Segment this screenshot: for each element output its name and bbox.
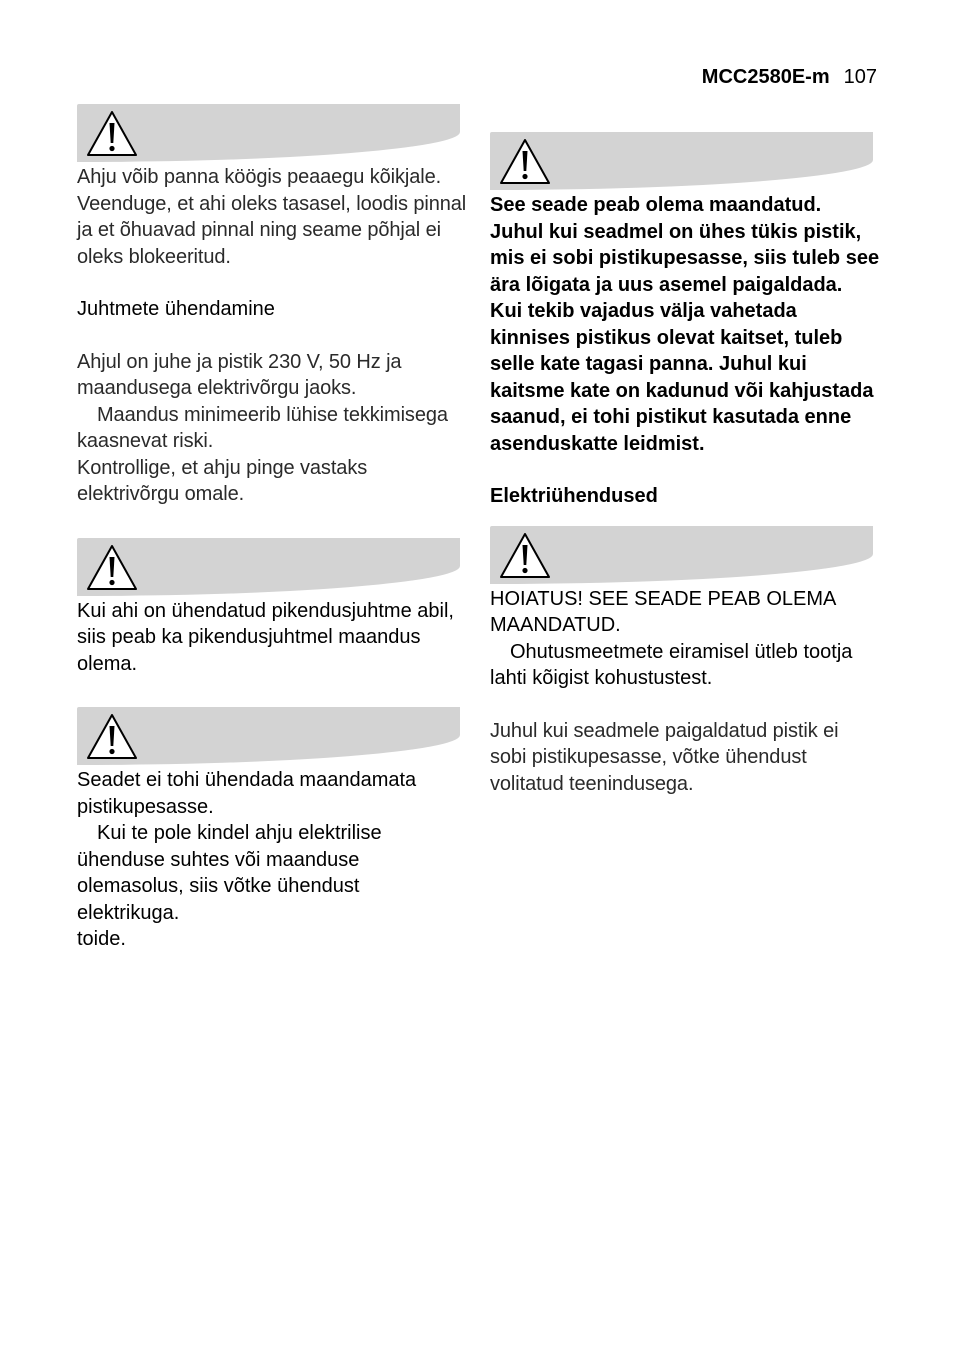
electrician-advice: Kui te pole kindel ahju elektrilise ühenduse suhtes või maanduse olemasolus, siis võtke ühendust elektrikuga. [77,822,382,924]
liability-text: Ohutusmeetmete eiramisel ütleb tootja lahti kõigist kohustustest. [490,640,853,689]
voltage-check-text: Kontrollige, et ahju pinge vastaks elektrivõrgu omale. [77,456,368,505]
model-number: MCC2580E-m [701,66,830,88]
right-column [490,132,880,797]
warning-banner [77,104,460,162]
warning-triangle-icon [85,108,139,160]
warning-triangle-icon [498,530,552,582]
warning-banner [77,538,460,596]
grounding-text: Maandus minimeerib lühise tekkimisega kaasnevat riski. [77,403,448,452]
caution-text: HOIATUS! SEE SEADE PEAB OLEMA MAANDATUD. [490,587,836,636]
service-text: Juhul kui seadmele paigaldatud pistik ei sobi pistikupesasse, võtke ühendust volitatud teenindusega. [490,719,839,795]
warning-banner [490,132,873,190]
grounding-warning: See seade peab olema maandatud. Juhul kui seadmel on ühes tükis pistik, mis ei sobi pistikupesasse, siis tuleb see ära lõigata ja uus asemel paigaldada. Kui tekib vajadus välja vahetada kinnises pistikus olevat kaitset, tuleb selle kate tagasi panna. Juhul kui kaitsme kate on kadunud või kahjustada saanud, ei tohi pistikut kasutada enne asenduskatte leidmist. [490,194,880,455]
page-number: 107 [843,66,877,88]
warning-banner [77,707,460,765]
trailing-text: toide. [77,928,126,950]
ungrounded-outlet-warning: Seadet ei tohi ühendada maandamata pistikupesasse. [77,769,417,818]
warning-banner [490,526,873,584]
warning-triangle-icon [498,136,552,188]
warning-triangle-icon [85,542,139,594]
placement-text: Ahju võib panna köögis peaaegu kõikjale. Veenduge, et ahi oleks tasasel, loodis pinnal ja et õhuavad pinnal ning seame põhjal ei oleks blokeeritud. [77,166,467,268]
cable-text: Ahjul on juhe ja pistik 230 V, 50 Hz ja maandusega elektrivõrgu jaoks. [77,350,402,399]
section-heading: Elektriühendused [490,485,658,507]
extension-cord-warning: Kui ahi on ühendatud pikendusjuhtme abil, siis peab ka pikendusjuhtmel maandus olema. [77,599,454,675]
page-header [702,64,877,90]
section-heading: Juhtmete ühendamine [77,298,275,320]
left-column [77,104,467,953]
warning-triangle-icon [85,711,139,763]
